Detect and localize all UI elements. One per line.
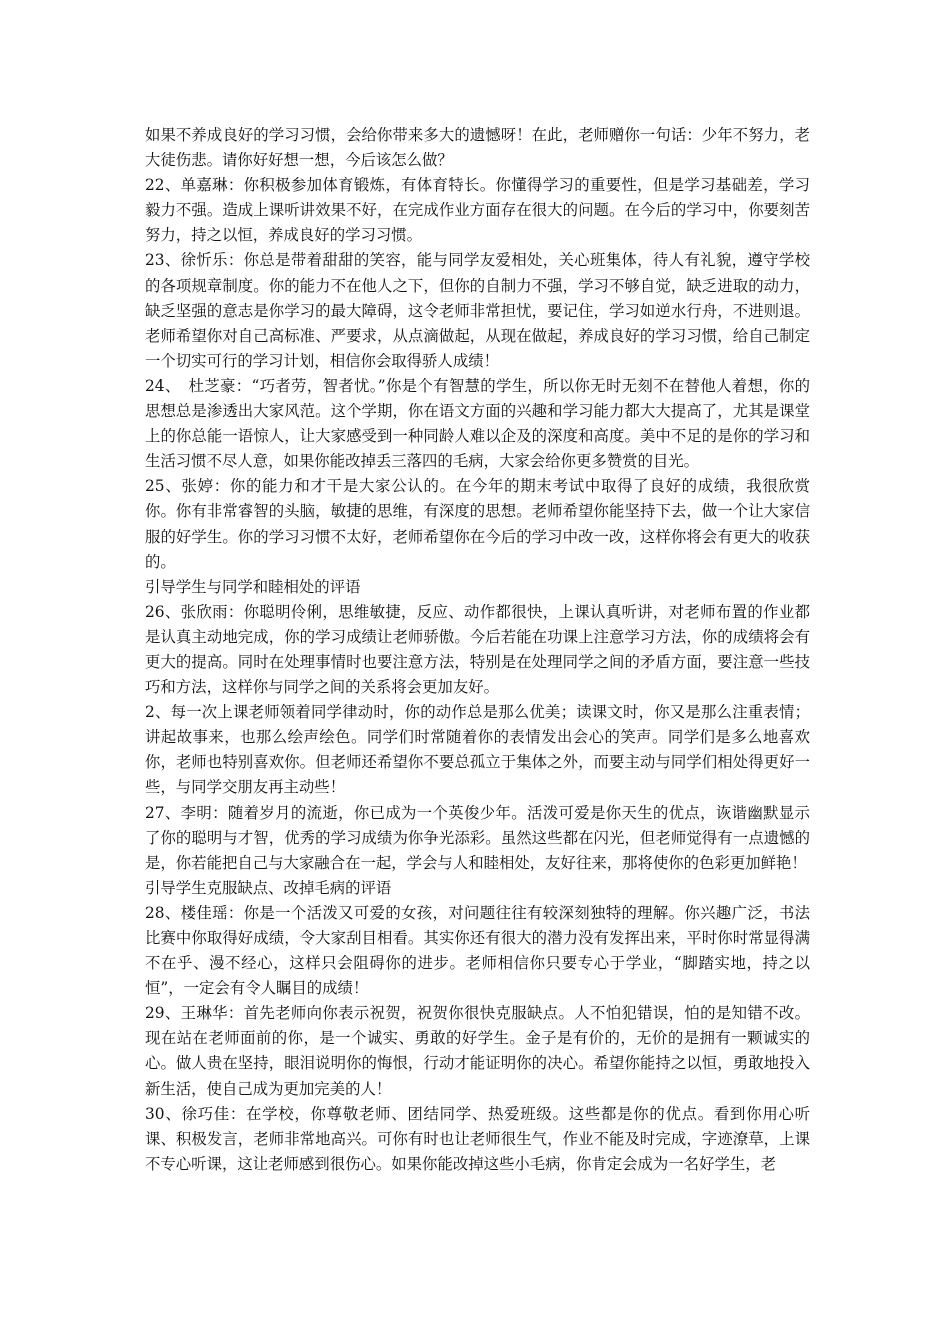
paragraph-comment-22: 22、单嘉琳：你积极参加体育锻炼，有体育特长。你懂得学习的重要性，但是学习基础差，学习毅力不强。造成上课听讲效果不好，在完成作业方面存在很大的问题。在今后的学习中，你要刻苦努力，持之以恒，养成良好的学习习惯。	[145, 176, 810, 245]
document-body	[145, 123, 810, 1177]
paragraph-comment-2: 2、每一次上课老师领着同学律动时，你的动作总是那么优美；读课文时，你又是那么注重表情；讲起故事来，也那么绘声绘色。同学们时常随着你的表情发出会心的笑声。同学们是多么地喜欢你，老师也特别喜欢你。但老师还希望你不要总孤立于集体之外，而要主动与同学们相处得更好一些，与同学交朋友再主动些！	[145, 703, 810, 797]
paragraph-comment-25: 25、张婷：你的能力和才干是大家公认的。在今年的期末考试中取得了良好的成绩，我很欣赏你。你有非常睿智的头脑，敏捷的思维，有深度的思想。老师希望你能坚持下去，做一个让大家信服的好学生。你的学习习惯不太好，老师希望你在今后的学习中改一改，这样你将会有更大的收获的。	[145, 477, 810, 571]
paragraph-comment-29: 29、王琳华：首先老师向你表示祝贺，祝贺你很快克服缺点。人不怕犯错误，怕的是知错不改。现在站在老师面前的你，是一个诚实、勇敢的好学生。金子是有价的，无价的是拥有一颗诚实的心。做人贵在坚持，眼泪说明你的悔恨，行动才能证明你的决心。希望你能持之以恒，勇敢地投入新生活，使自己成为更加完美的人！	[145, 1004, 810, 1098]
paragraph-comment-27: 27、李明：随着岁月的流逝，你已成为一个英俊少年。活泼可爱是你天生的优点，诙谐幽默显示了你的聪明与才智，优秀的学习成绩为你争光添彩。虽然这些都在闪光，但老师觉得有一点遗憾的是，你若能把自己与大家融合在一起，学会与人和睦相处，友好往来，那将使你的色彩更加鲜艳！	[145, 803, 810, 872]
section-heading-overcoming-faults: 引导学生克服缺点、改掉毛病的评语	[145, 878, 392, 897]
paragraph-comment-21-continued: 如果不养成良好的学习习惯，会给你带来多大的遗憾呀！在此，老师赠你一句话：少年不努力，老大徒伤悲。请你好好想一想，今后该怎么做？	[145, 126, 810, 170]
paragraph-comment-24: 24、 杜芝豪：“巧者劳，智者忧。”你是个有智慧的学生，所以你无时无刻不在替他人着想，你的思想总是渗透出大家风范。这个学期，你在语文方面的兴趣和学习能力都大大提高了，尤其是课堂上的你总能一语惊人，让大家感受到一种同龄人难以企及的深度和高度。美中不足的是你的学习和生活习惯不尽人意，如果你能改掉丢三落四的毛病，大家会给你更多赞赏的目光。	[145, 376, 810, 471]
paragraph-comment-30: 30、徐巧佳：在学校，你尊敬老师、团结同学、热爱班级。这些都是你的优点。看到你用心听课、积极发言，老师非常地高兴。可你有时也让老师很生气，作业不能及时完成，字迹潦草，上课不专心听课，这让老师感到很伤心。如果你能改掉这些小毛病，你肯定会成为一名好学生，老	[145, 1104, 810, 1173]
paragraph-comment-23: 23、徐忻乐：你总是带着甜甜的笑容，能与同学友爱相处，关心班集体，待人有礼貌，遵守学校的各项规章制度。你的能力不在他人之下，但你的自制力不强，学习不够自觉，缺乏进取的动力，缺乏坚强的意志是你学习的最大障碍，这令老师非常担忧，要记住，学习如逆水行舟，不进则退。老师希望你对自己高标准、严要求，从点滴做起，从现在做起，养成良好的学习习惯，给自己制定一个切实可行的学习计划，相信你会取得骄人成绩！	[145, 251, 810, 370]
paragraph-comment-28: 28、楼佳瑶：你是一个活泼又可爱的女孩，对问题往往有较深刻独特的理解。你兴趣广泛，书法比赛中你取得好成绩，令大家刮目相看。其实你还有很大的潜力没有发挥出来，平时你时常显得满不在乎、漫不经心，这样只会阻碍你的进步。老师相信你只要专心于学业，“脚踏实地，持之以恒”，一定会有令人瞩目的成绩！	[145, 903, 810, 998]
section-heading-getting-along: 引导学生与同学和睦相处的评语	[145, 577, 361, 596]
paragraph-comment-26: 26、张欣雨：你聪明伶俐，思维敏捷，反应、动作都很快，上课认真听讲，对老师布置的作业都是认真主动地完成，你的学习成绩让老师骄傲。今后若能在功课上注意学习方法，你的成绩将会有更大的提高。同时在处理事情时也要注意方法，特别是在处理同学之间的矛盾方面，要注意一些技巧和方法，这样你与同学之间的关系将会更加友好。	[145, 602, 810, 697]
